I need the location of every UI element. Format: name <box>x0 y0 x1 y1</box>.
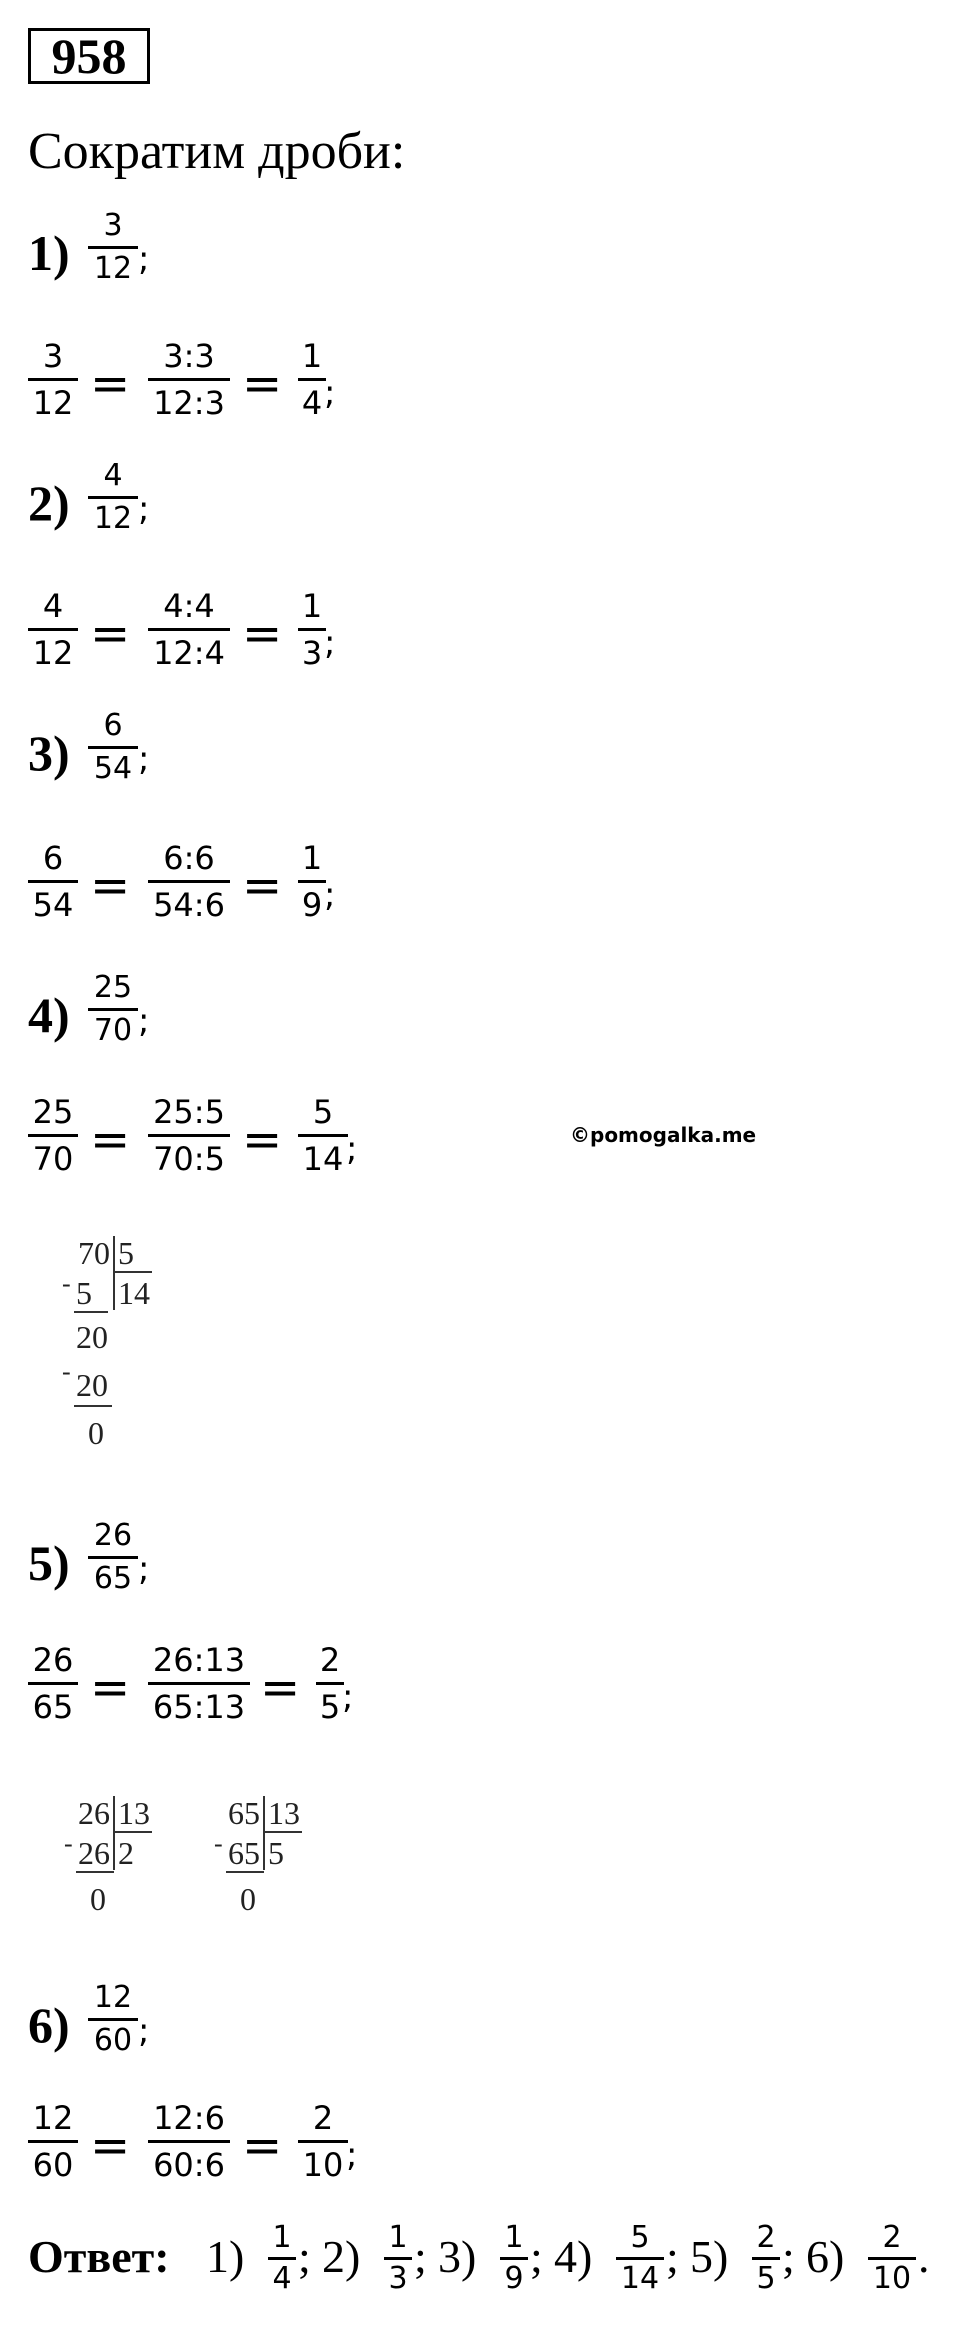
ld1-rem2: 0 <box>88 1415 104 1451</box>
equals-sign: = <box>242 1112 283 1168</box>
ld2-divisor: 13 <box>118 1795 150 1831</box>
equals-sign: = <box>90 1112 131 1168</box>
equals-sign: = <box>260 1660 301 1716</box>
ld3-sub1: 65 <box>228 1835 260 1871</box>
item-6-step-2: 12:6 60:6 <box>148 2100 230 2183</box>
item-5-fraction: 26 65 <box>88 1520 138 1595</box>
item-2-label: 2) <box>28 475 70 531</box>
semicolon: ; <box>298 2231 311 2282</box>
ld3-quotient: 5 <box>268 1835 284 1871</box>
semicolon: ; <box>138 1001 150 1041</box>
semicolon: ; <box>138 489 150 529</box>
item-6-fraction: 12 60 <box>88 1982 138 2057</box>
item-3-step-2: 6:6 54:6 <box>148 840 230 923</box>
item-6-label: 6) <box>28 1997 70 2053</box>
long-division-26-by-13 <box>62 1790 172 1930</box>
equals-sign: = <box>90 1660 131 1716</box>
semicolon: ; <box>138 1549 150 1589</box>
semicolon: ; <box>530 2231 543 2282</box>
equals-sign: = <box>90 2118 131 2174</box>
item-1-step-3: 1 4 <box>298 338 326 421</box>
minus-sign: - <box>62 1357 71 1386</box>
watermark: ©pomogalka.me <box>570 1123 757 1147</box>
answer-part-6-fraction: 2 10 <box>868 2222 916 2295</box>
ld2-quotient: 2 <box>118 1835 134 1871</box>
equals-sign: = <box>242 356 283 412</box>
answer-part-4-fraction: 5 14 <box>616 2222 664 2295</box>
ld1-sub1: 5 <box>76 1275 92 1311</box>
semicolon: ; <box>138 739 150 779</box>
item-3-step-1: 6 54 <box>28 840 78 923</box>
equals-sign: = <box>242 606 283 662</box>
item-5-step-2: 26:13 65:13 <box>148 1642 250 1725</box>
ld1-sub2: 20 <box>76 1367 108 1403</box>
item-1-fraction: 3 12 <box>88 210 138 285</box>
answer-part-3-prefix: 3) <box>438 2231 477 2282</box>
semicolon: ; <box>138 239 150 279</box>
item-1-label: 1) <box>28 225 70 281</box>
semicolon: ; <box>342 1677 354 1717</box>
item-3-fraction: 6 54 <box>88 710 138 785</box>
ld3-dividend: 65 <box>228 1795 260 1831</box>
item-3-step-3: 1 9 <box>298 840 326 923</box>
ld1-dividend: 70 <box>78 1235 110 1271</box>
item-6-step-1: 12 60 <box>28 2100 78 2183</box>
long-division-65-by-13 <box>212 1790 322 1930</box>
item-1-step-1: 3 12 <box>28 338 78 421</box>
ld1-rem1: 20 <box>76 1319 108 1355</box>
item-2-step-1: 4 12 <box>28 588 78 671</box>
equals-sign: = <box>242 858 283 914</box>
period: . <box>918 2231 930 2282</box>
semicolon: ; <box>666 2231 679 2282</box>
long-division-70-by-5 <box>60 1230 170 1460</box>
answer-part-6-prefix: 6) <box>806 2231 845 2282</box>
equals-sign: = <box>90 606 131 662</box>
item-4-step-3: 5 14 <box>298 1094 348 1177</box>
item-2-step-3: 1 3 <box>298 588 326 671</box>
item-5-label: 5) <box>28 1535 70 1591</box>
item-5-step-1: 26 65 <box>28 1642 78 1725</box>
answer-part-3-fraction: 1 9 <box>500 2222 528 2295</box>
minus-sign: - <box>62 1269 71 1298</box>
answer-part-4-prefix: 4) <box>554 2231 593 2282</box>
answer-part-2-fraction: 1 3 <box>384 2222 412 2295</box>
item-2-step-2: 4:4 12:4 <box>148 588 230 671</box>
item-4-step-1: 25 70 <box>28 1094 78 1177</box>
minus-sign: - <box>214 1829 223 1858</box>
answer-part-1-fraction: 1 4 <box>268 2222 296 2295</box>
item-3-label: 3) <box>28 725 70 781</box>
answer-part-5-fraction: 2 5 <box>752 2222 780 2295</box>
answer-part-1-prefix: 1) <box>206 2231 245 2282</box>
item-1-step-2: 3:3 12:3 <box>148 338 230 421</box>
equals-sign: = <box>90 858 131 914</box>
semicolon: ; <box>138 2011 150 2051</box>
minus-sign: - <box>64 1829 73 1858</box>
answer-part-2-prefix: 2) <box>322 2231 361 2282</box>
ld3-divisor: 13 <box>268 1795 300 1831</box>
answer-part-5-prefix: 5) <box>690 2231 729 2282</box>
item-2-fraction: 4 12 <box>88 460 138 535</box>
semicolon: ; <box>324 875 336 915</box>
item-4-step-2: 25:5 70:5 <box>148 1094 230 1177</box>
item-6-step-3: 2 10 <box>298 2100 348 2183</box>
task-number-box <box>28 28 150 84</box>
equals-sign: = <box>242 2118 283 2174</box>
semicolon: ; <box>324 373 336 413</box>
semicolon: ; <box>346 2135 358 2175</box>
item-4-label: 4) <box>28 987 70 1043</box>
ld2-sub1: 26 <box>78 1835 110 1871</box>
answer-label: Ответ: <box>28 2231 170 2282</box>
semicolon: ; <box>346 1129 358 1169</box>
heading: Сократим дроби: <box>28 123 406 180</box>
semicolon: ; <box>782 2231 795 2282</box>
semicolon: ; <box>414 2231 427 2282</box>
ld3-rem1: 0 <box>240 1881 256 1917</box>
task-number: 958 <box>51 28 127 84</box>
ld1-quotient: 14 <box>118 1275 150 1311</box>
ld2-dividend: 26 <box>78 1795 110 1831</box>
item-5-step-3: 2 5 <box>316 1642 344 1725</box>
ld1-divisor: 5 <box>118 1235 134 1271</box>
semicolon: ; <box>324 623 336 663</box>
equals-sign: = <box>90 356 131 412</box>
item-4-fraction: 25 70 <box>88 972 138 1047</box>
ld2-rem1: 0 <box>90 1881 106 1917</box>
